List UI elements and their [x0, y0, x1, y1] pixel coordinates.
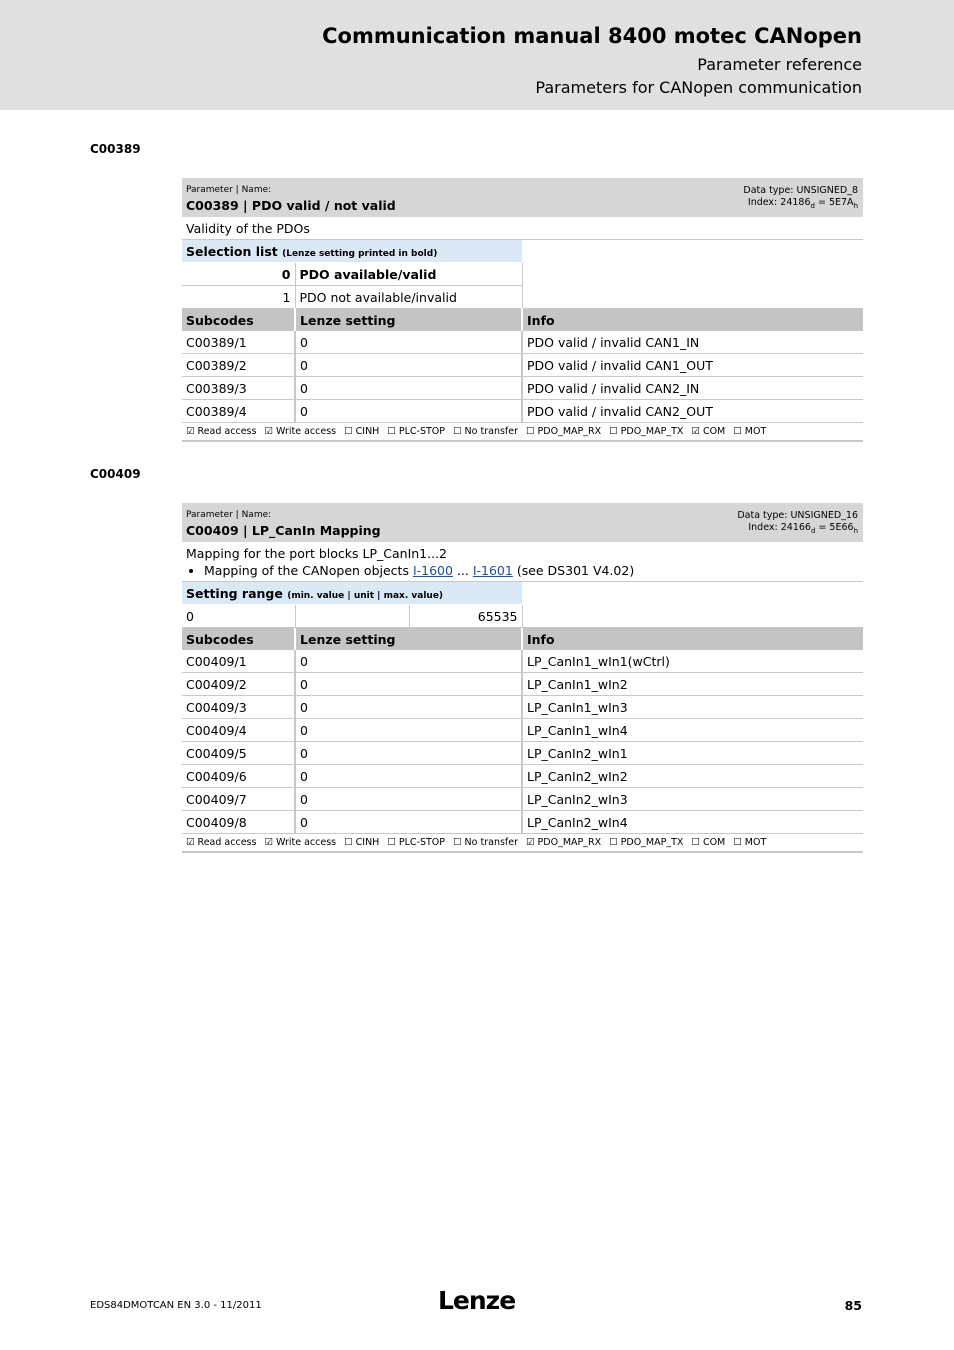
page-number: 85 [844, 1298, 862, 1313]
link-i-1601[interactable]: I-1601 [472, 563, 513, 578]
setting-range-heading: Setting range (min. value | unit | max. value) [182, 582, 522, 605]
description-bullet: • Mapping of the CANopen objects I-1600 ... I-1601 (see DS301 V4.02) [204, 562, 859, 579]
lenze-logo: Lenze [438, 1286, 516, 1315]
param-name: C00409 | LP_CanIn Mapping [186, 523, 381, 538]
table-row: C00389/2 0 PDO valid / invalid CAN1_OUT [182, 354, 863, 377]
table-row: C00409/7 0 LP_CanIn2_wIn3 [182, 788, 863, 811]
param-label: Parameter | Name: [186, 510, 272, 520]
setting-range-table [182, 582, 863, 628]
selection-item: 1 PDO not available/invalid [182, 286, 863, 309]
access-flags: ☑ Read access ☑ Write access ☐ CINH ☐ PLC-STOP ☐ No transfer ☑ PDO_MAP_RX ☐ PDO_MAP_TX ☐ COM ☐ MOT [182, 834, 863, 853]
section-heading-c00409: C00409 [90, 467, 141, 481]
datatype-text: Data type: UNSIGNED_16 [737, 510, 858, 521]
param-datatype [743, 185, 858, 212]
manual-title: Communication manual 8400 motec CANopen [322, 24, 862, 48]
param-block-c00389 [182, 178, 863, 442]
section-title: Parameters for CANopen communication [535, 78, 862, 97]
table-row: C00389/4 0 PDO valid / invalid CAN2_OUT [182, 400, 863, 423]
param-label: Parameter | Name: [186, 185, 272, 195]
datatype-text: Data type: UNSIGNED_8 [743, 185, 858, 196]
table-row: C00409/8 0 LP_CanIn2_wIn4 [182, 811, 863, 834]
table-row: C00409/6 0 LP_CanIn2_wIn2 [182, 765, 863, 788]
column-headers: Subcodes Lenze setting Info [182, 309, 863, 332]
selection-list-heading: Selection list (Lenze setting printed in bold) [182, 240, 522, 263]
param-block-c00409 [182, 503, 863, 853]
table-row: C00409/1 0 LP_CanIn1_wIn1(wCtrl) [182, 650, 863, 673]
selection-item: 0 PDO available/valid [182, 263, 863, 286]
subcodes-table [182, 628, 863, 834]
table-row: C00409/2 0 LP_CanIn1_wIn2 [182, 673, 863, 696]
param-description: Mapping for the port blocks LP_CanIn1...2 • Mapping of the CANopen objects I-1600 ... I-1601 (see DS301 V4.02) [182, 542, 863, 582]
table-row: C00409/5 0 LP_CanIn2_wIn1 [182, 742, 863, 765]
section-heading-c00389: C00389 [90, 142, 141, 156]
column-headers: Subcodes Lenze setting Info [182, 628, 863, 650]
document-id: EDS84DMOTCAN EN 3.0 - 11/2011 [90, 1300, 262, 1311]
link-i-1600[interactable]: I-1600 [412, 563, 453, 578]
param-name: C00389 | PDO valid / not valid [186, 198, 396, 213]
setting-range-values: 0 65535 [182, 605, 863, 628]
selection-list-table [182, 240, 863, 423]
access-flags: ☑ Read access ☑ Write access ☐ CINH ☐ PLC-STOP ☐ No transfer ☐ PDO_MAP_RX ☐ PDO_MAP_TX ☑ COM ☐ MOT [182, 423, 863, 442]
table-row: C00409/4 0 LP_CanIn1_wIn4 [182, 719, 863, 742]
table-row: C00389/3 0 PDO valid / invalid CAN2_IN [182, 377, 863, 400]
chapter-title: Parameter reference [697, 55, 862, 74]
index-text: Index: $24166_d = 5E66_h$ [748, 522, 858, 535]
table-row: C00389/1 0 PDO valid / invalid CAN1_IN [182, 331, 863, 354]
param-header [182, 178, 863, 217]
param-description: Validity of the PDOs [182, 217, 863, 240]
page-header [0, 0, 954, 110]
param-header [182, 503, 863, 542]
table-row: C00409/3 0 LP_CanIn1_wIn3 [182, 696, 863, 719]
param-datatype [737, 510, 858, 537]
index-text: Index: $24186_d = 5E7A_h$ [747, 197, 858, 210]
